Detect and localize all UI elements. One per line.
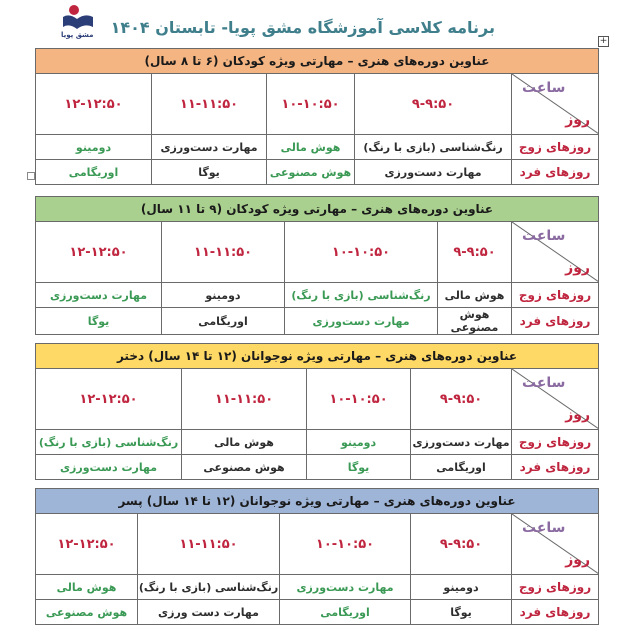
- class-cell: هوش مالی: [438, 283, 512, 308]
- table-move-handle-icon[interactable]: +: [599, 36, 608, 46]
- time-slot: ۱۱-۱۱:۵۰: [138, 514, 280, 575]
- hour-label: ساعت: [522, 80, 566, 96]
- class-cell: مهارت دست‌ورزی: [36, 283, 162, 308]
- time-slot: ۱۲-۱۲:۵۰: [36, 222, 162, 283]
- time-slot: ۱۱-۱۱:۵۰: [162, 222, 285, 283]
- class-cell: یوگا: [152, 160, 267, 185]
- day-label: روز: [565, 260, 590, 276]
- day-row-label: روزهای فرد: [512, 600, 599, 625]
- class-cell: هوش مصنوعی: [438, 308, 512, 335]
- time-slot: ۹-۹:۵۰: [411, 514, 512, 575]
- day-label: روز: [565, 112, 591, 128]
- class-cell: اوریگامی: [162, 308, 285, 335]
- hour-label: ساعت: [522, 228, 566, 244]
- class-cell: رنگ‌شناسی (بازی با رنگ): [355, 135, 512, 160]
- class-cell: یوگا: [411, 600, 512, 625]
- day-row-label: روزهای فرد: [512, 160, 599, 185]
- time-slot: ۱۱-۱۱:۵۰: [152, 74, 267, 135]
- class-cell: رنگ‌شناسی (بازی با رنگ): [138, 575, 280, 600]
- class-cell: مهارت دست‌ورزی: [280, 575, 411, 600]
- day-row-label: روزهای فرد: [512, 455, 599, 480]
- time-slot: ۹-۹:۵۰: [411, 369, 512, 430]
- schedule-table-1: [35, 48, 599, 185]
- day-row-label: روزهای فرد: [512, 308, 599, 335]
- day-row-label: روزهای زوج: [512, 135, 599, 160]
- time-slot: ۱۰-۱۰:۵۰: [267, 74, 355, 135]
- hour-label: ساعت: [522, 520, 566, 536]
- class-cell: دومینو: [36, 135, 152, 160]
- table-header: عناوین دوره‌های هنری – مهارتی ویژه نوجوانان (۱۲ تا ۱۴ سال) پسر: [36, 489, 599, 514]
- class-cell: هوش مالی: [182, 430, 307, 455]
- corner-cell: [512, 514, 599, 575]
- corner-cell: [512, 222, 599, 283]
- class-cell: رنگ‌شناسی (بازی با رنگ): [285, 283, 438, 308]
- class-cell: دومینو: [411, 575, 512, 600]
- schedule-table-2: [35, 196, 599, 335]
- class-cell: اوریگامی: [36, 160, 152, 185]
- day-row-label: روزهای زوج: [512, 575, 599, 600]
- time-slot: ۱۲-۱۲:۵۰: [36, 514, 138, 575]
- time-slot: ۱۱-۱۱:۵۰: [182, 369, 307, 430]
- class-cell: هوش مصنوعی: [267, 160, 355, 185]
- table-header: عناوین دوره‌های هنری – مهارتی ویژه کودکان (۹ تا ۱۱ سال): [36, 197, 599, 222]
- time-slot: ۱۰-۱۰:۵۰: [280, 514, 411, 575]
- class-cell: اوریگامی: [280, 600, 411, 625]
- class-cell: دومینو: [307, 430, 411, 455]
- corner-cell: [512, 74, 599, 135]
- time-slot: ۹-۹:۵۰: [355, 74, 512, 135]
- class-cell: اوریگامی: [411, 455, 512, 480]
- class-cell: مهارت دست‌ورزی: [36, 455, 182, 480]
- schedule-table-3: [35, 343, 599, 480]
- class-cell: هوش مالی: [267, 135, 355, 160]
- table-header: عناوین دوره‌های هنری – مهارتی ویژه کودکان (۶ تا ۸ سال): [36, 49, 599, 74]
- time-slot: ۱۰-۱۰:۵۰: [285, 222, 438, 283]
- time-slot: ۱۲-۱۲:۵۰: [36, 369, 182, 430]
- day-row-label: روزهای زوج: [512, 430, 599, 455]
- logo-text: مشق پویا: [61, 31, 94, 39]
- class-cell: یوگا: [36, 308, 162, 335]
- time-slot: ۱۲-۱۲:۵۰: [36, 74, 152, 135]
- class-cell: مهارت دست ورزی: [138, 600, 280, 625]
- time-slot: ۹-۹:۵۰: [438, 222, 512, 283]
- day-row-label: روزهای زوج: [512, 283, 599, 308]
- day-label: روز: [565, 552, 591, 568]
- day-label: روز: [565, 407, 591, 423]
- schedule-table-4: [35, 488, 599, 625]
- hour-label: ساعت: [522, 375, 566, 391]
- class-cell: هوش مصنوعی: [36, 600, 138, 625]
- class-cell: هوش مالی: [36, 575, 138, 600]
- time-slot: ۱۰-۱۰:۵۰: [307, 369, 411, 430]
- paragraph-marker: [27, 172, 35, 180]
- class-cell: یوگا: [307, 455, 411, 480]
- class-cell: مهارت دست‌ورزی: [355, 160, 512, 185]
- class-cell: مهارت دست‌ورزی: [411, 430, 512, 455]
- class-cell: مهارت دست‌ورزی: [152, 135, 267, 160]
- class-cell: مهارت دست‌ورزی: [285, 308, 438, 335]
- page-title: برنامه کلاسی آموزشگاه مشق پویا- تابستان ۱۴۰۴: [110, 18, 495, 37]
- class-cell: هوش مصنوعی: [182, 455, 307, 480]
- logo: [55, 3, 103, 41]
- class-cell: رنگ‌شناسی (بازی با رنگ): [36, 430, 182, 455]
- table-header: عناوین دوره‌های هنری – مهارتی ویژه نوجوانان (۱۲ تا ۱۴ سال) دختر: [36, 344, 599, 369]
- class-cell: دومینو: [162, 283, 285, 308]
- corner-cell: [512, 369, 599, 430]
